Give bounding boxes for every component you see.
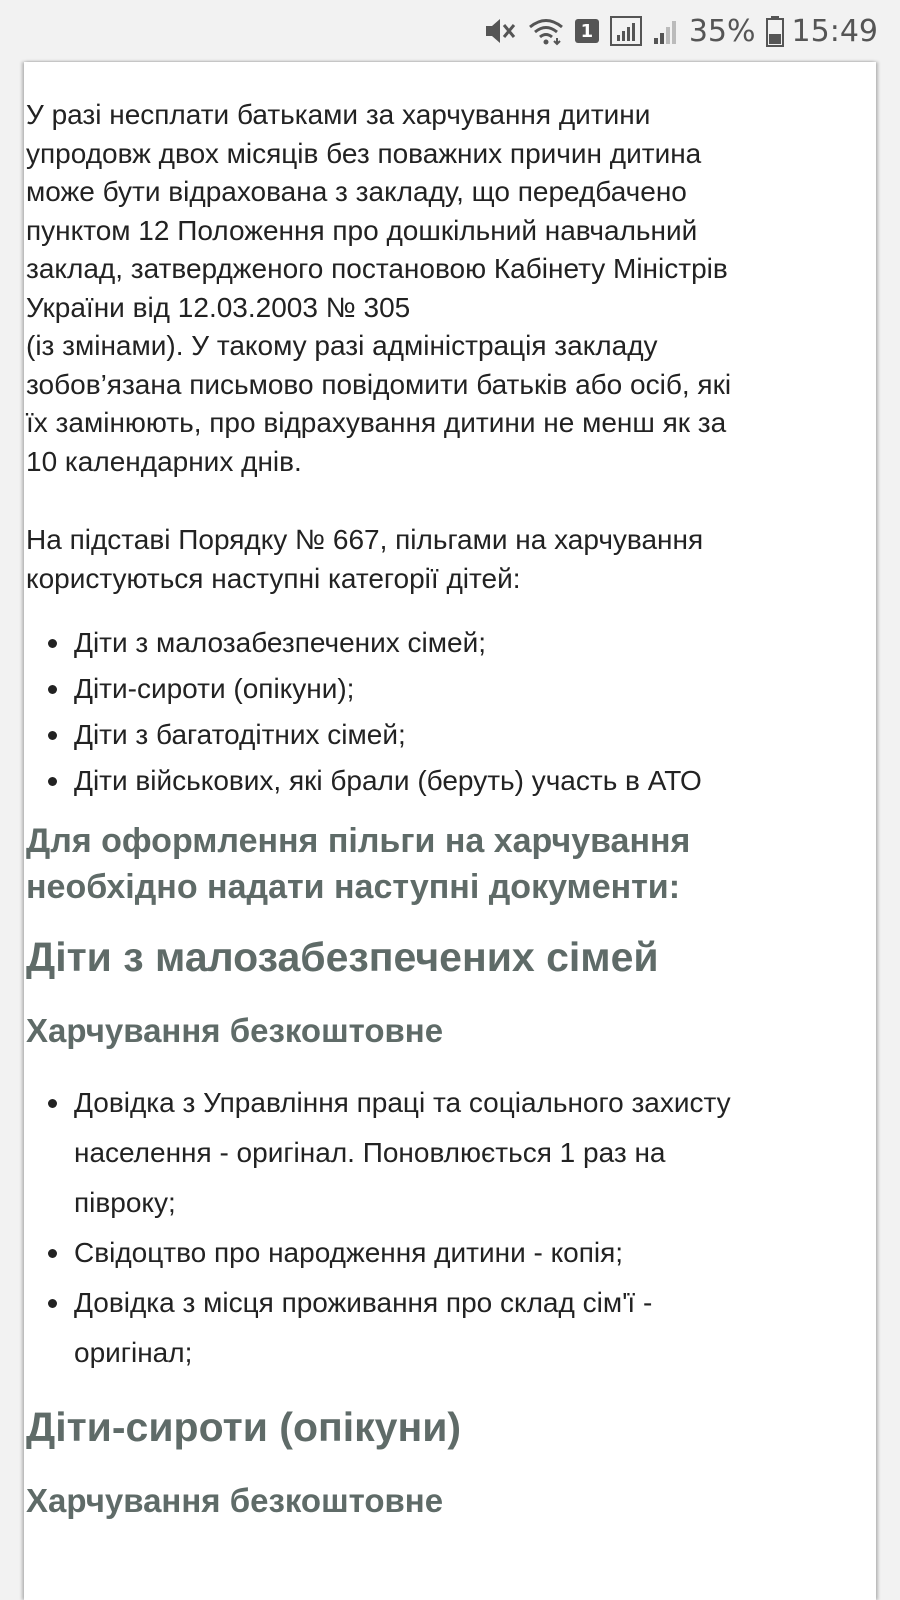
text-line: На підставі Порядку № 667, пільгами на харчування <box>26 524 704 555</box>
sim-badge-number: 1 <box>575 19 599 43</box>
sim-badge <box>575 19 599 43</box>
signal-icon <box>609 15 643 47</box>
text-line: їх замінюють, про відрахування дитини не менш як за <box>26 407 727 438</box>
list-item <box>26 1078 876 1228</box>
item-line: Свідоцтво про народження дитини - копія; <box>74 1237 624 1268</box>
mute-icon <box>483 16 517 46</box>
item-line: Довідка з місця проживання про склад сім'ї - <box>74 1287 653 1318</box>
list-item: Діти-сироти (опікуни); <box>26 666 876 712</box>
item-line: оригінал; <box>74 1337 193 1368</box>
list-item <box>26 1228 876 1278</box>
documents-heading <box>26 818 876 910</box>
heading-line: необхідно надати наступні документи: <box>26 868 681 906</box>
text-line: У разі несплати батьками за харчування дитини <box>26 99 651 130</box>
paragraph-benefits-intro <box>26 521 871 598</box>
item-line: півроку; <box>74 1187 176 1218</box>
battery-percent: 35% <box>688 13 756 49</box>
section-title-low-income: Діти з малозабезпечених сімей <box>26 934 659 980</box>
section-title-orphans: Діти-сироти (опікуни) <box>26 1404 462 1450</box>
signal-weak-icon <box>653 16 679 46</box>
list-item: Діти з багатодітних сімей; <box>26 712 876 758</box>
item-line: населення - оригінал. Поновлюється 1 раз на <box>74 1137 666 1168</box>
required-documents-list <box>26 1078 876 1378</box>
paragraph-nonpayment <box>26 96 871 481</box>
list-item <box>26 1278 876 1378</box>
benefit-categories-list <box>26 620 876 804</box>
text-line: зобов’язана письмово повідомити батьків або осіб, які <box>26 368 732 400</box>
text-line: 10 календарних днів. <box>26 445 302 477</box>
item-line: Довідка з Управління праці та соціального захисту <box>74 1087 731 1118</box>
clock: 15:49 <box>791 13 878 49</box>
article-page <box>24 62 876 1600</box>
battery-icon <box>766 15 784 47</box>
text-line: може бути відрахована з закладу, що передбачено <box>26 176 687 207</box>
section-subtitle-free-meals: Харчування безкоштовне <box>26 1012 444 1049</box>
text-line: пунктом 12 Положення про дошкільний навчальний <box>26 214 698 246</box>
heading-line: Для оформлення пільги на харчування <box>26 822 691 860</box>
list-item: Діти військових, які брали (беруть) участь в АТО <box>26 758 876 804</box>
wifi-icon <box>527 16 565 46</box>
text-line: упродовж двох місяців без поважних причин дитина <box>26 137 702 169</box>
text-line: України від 12.03.2003 № 305 <box>26 291 411 323</box>
list-item: Діти з малозабезпечених сімей; <box>26 620 876 666</box>
section-subtitle-free-meals: Харчування безкоштовне <box>26 1482 444 1519</box>
status-bar <box>0 0 900 62</box>
text-line: заклад, затвердженого постановою Кабінету Міністрів <box>26 253 728 284</box>
text-line: (із змінами). У такому разі адміністрація закладу <box>26 330 658 361</box>
text-line: користуються наступні категорії дітей: <box>26 562 521 594</box>
